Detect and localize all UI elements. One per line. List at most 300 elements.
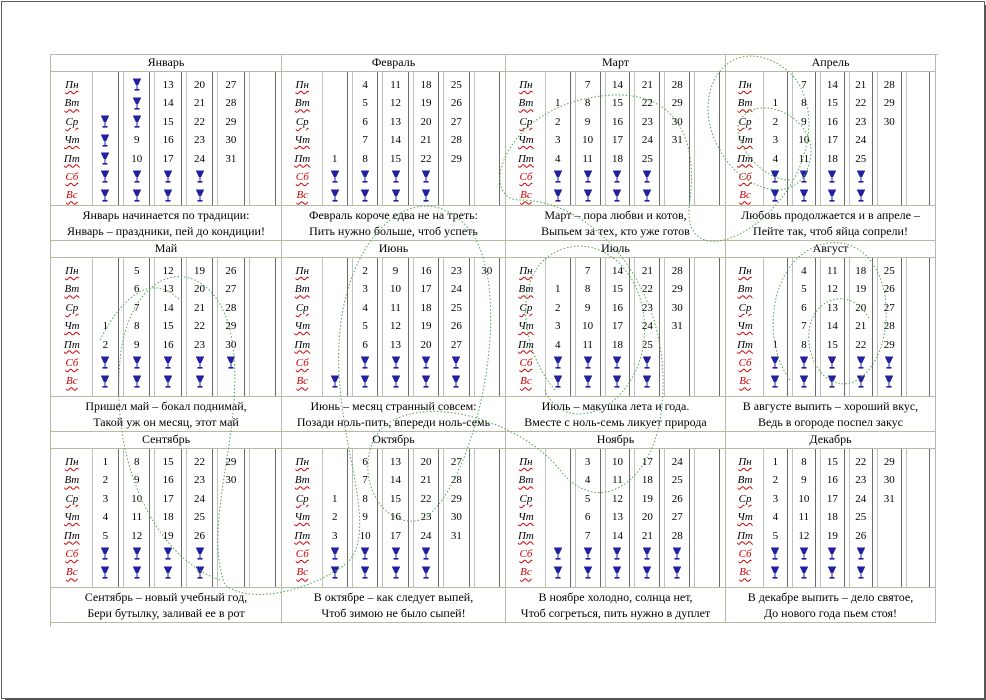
date-number: 7 [584, 79, 591, 91]
month-verse [282, 397, 506, 432]
weekday-column [731, 258, 759, 396]
wine-glass-icon [132, 115, 142, 129]
weekday-label: Сб [519, 548, 533, 560]
wine-glass-icon [827, 547, 837, 561]
weekday-column [287, 449, 318, 587]
wine-glass-icon [100, 566, 110, 580]
week-column [906, 258, 930, 396]
week-column [906, 449, 930, 587]
verse-line: Бери бутылку, заливай ее в рот [87, 606, 245, 620]
verse-line: Позади ноль-пить, впереди ноль-семь [296, 415, 491, 429]
wine-glass-icon [827, 566, 837, 580]
date-number: 24 [855, 492, 867, 505]
date-number: 26 [225, 265, 237, 277]
weekday-label: Вт [294, 474, 310, 487]
weekday-label: Ср [738, 115, 752, 128]
date-number: 4 [102, 511, 109, 524]
wine-glass-icon [330, 170, 340, 184]
date-number: 15 [826, 338, 838, 351]
wine-glass-icon [672, 547, 682, 561]
weekday-label: Вт [294, 97, 310, 110]
date-number: 25 [194, 511, 206, 524]
date-number: 11 [582, 338, 593, 351]
date-number: 10 [131, 152, 143, 165]
weekday-label: Пт [517, 338, 534, 351]
date-number: 7 [584, 265, 591, 277]
week-column [443, 258, 469, 396]
wine-glass-icon [799, 547, 809, 561]
date-number: 8 [801, 97, 807, 110]
week-column [352, 449, 378, 587]
date-number: 16 [390, 511, 402, 524]
date-number: 24 [641, 134, 653, 147]
wine-glass-icon [391, 566, 401, 580]
date-number: 23 [855, 115, 867, 128]
week-column [849, 258, 873, 396]
week-column [877, 449, 901, 587]
weekday-label: Вс [739, 375, 751, 388]
wine-glass-icon [642, 356, 652, 370]
week-column [634, 449, 660, 587]
date-number: 9 [801, 474, 807, 487]
date-number: 29 [450, 152, 462, 165]
date-number: 14 [611, 529, 623, 542]
weekday-label: Вс [520, 375, 532, 388]
week-column [792, 258, 816, 396]
date-number: 8 [801, 456, 807, 468]
date-number: 18 [162, 511, 174, 524]
week-column [249, 72, 276, 205]
date-number: 8 [584, 97, 591, 110]
weekday-label: Пн [519, 79, 533, 91]
date-number: 11 [798, 511, 810, 524]
week-column [605, 72, 631, 205]
week-column [605, 258, 631, 396]
date-number: 28 [450, 134, 462, 147]
date-number: 24 [855, 134, 867, 147]
week-column [186, 72, 213, 205]
date-number: 17 [641, 456, 653, 468]
weekday-label: Сб [738, 357, 752, 369]
month-verse [282, 588, 506, 623]
date-number: 20 [420, 456, 432, 468]
wine-glass-icon [391, 375, 401, 389]
month-days-table [506, 72, 726, 206]
wine-glass-icon [799, 566, 809, 580]
wine-glass-icon [451, 356, 461, 370]
week-column [443, 72, 469, 205]
date-number: 30 [671, 301, 683, 314]
wine-glass-icon [360, 566, 370, 580]
date-number: 15 [826, 456, 838, 468]
date-number: 22 [855, 338, 867, 351]
wine-glass-icon [827, 356, 837, 370]
wine-glass-icon [827, 170, 837, 184]
wine-glass-icon [583, 566, 593, 580]
wine-glass-icon [672, 566, 682, 580]
wine-glass-icon [421, 547, 431, 561]
date-number: 23 [855, 474, 867, 487]
date-number: 27 [225, 283, 237, 296]
date-number: 22 [641, 97, 653, 110]
wine-glass-icon [612, 375, 622, 389]
date-number: 8 [134, 456, 140, 468]
weekday-column [287, 72, 318, 205]
week-column [249, 258, 276, 396]
week-column [413, 258, 439, 396]
date-number: 27 [883, 301, 895, 314]
date-number: 19 [641, 492, 653, 505]
date-number: 21 [641, 79, 653, 91]
date-number: 24 [194, 492, 206, 505]
wine-glass-icon [195, 566, 205, 580]
verse-line: Июнь – месяц странный совсем: [310, 399, 477, 413]
wine-glass-icon [553, 547, 563, 561]
weekday-label: Вт [64, 97, 80, 110]
weekday-label: Сб [65, 357, 79, 369]
week-column [382, 258, 408, 396]
date-number: 14 [826, 320, 838, 333]
date-number: 19 [855, 283, 867, 296]
date-number: 3 [331, 529, 338, 542]
week-column [217, 258, 244, 396]
week-column [92, 449, 119, 587]
weekday-label: Чт [518, 511, 534, 524]
weekday-column [287, 258, 318, 396]
date-number: 30 [450, 511, 462, 524]
date-number: 31 [450, 529, 462, 542]
month-verse [506, 588, 726, 623]
date-number: 29 [883, 97, 895, 110]
wine-glass-icon [360, 547, 370, 561]
wine-glass-icon [195, 356, 205, 370]
week-column [575, 258, 601, 396]
week-column [763, 72, 787, 205]
date-number: 23 [194, 338, 206, 351]
verse-line: Выпьем за тех, кто уже готов [541, 224, 690, 238]
verse-line: Январь начинается по традиции: [82, 208, 250, 222]
date-number: 10 [798, 134, 810, 147]
week-column [186, 449, 213, 587]
date-number: 9 [134, 338, 140, 351]
week-column [474, 258, 500, 396]
weekday-label: Вс [296, 566, 309, 579]
week-column [123, 72, 150, 205]
weekday-label: Вс [296, 375, 309, 388]
weekday-label: Пт [517, 152, 534, 165]
date-number: 18 [611, 338, 623, 351]
wine-glass-icon [100, 375, 110, 389]
wine-glass-icon [100, 189, 110, 203]
date-number: 1 [772, 456, 779, 468]
wine-glass-icon [884, 375, 894, 389]
verse-line: Пейте так, чтоб яйца сопрели! [753, 224, 908, 238]
week-column [820, 72, 844, 205]
wine-glass-icon [770, 189, 780, 203]
wine-glass-icon [827, 375, 837, 389]
date-number: 16 [611, 301, 623, 314]
month-verse [506, 206, 726, 241]
week-column [694, 258, 720, 396]
week-column [186, 258, 213, 396]
wine-glass-icon [360, 170, 370, 184]
date-number: 13 [390, 115, 402, 128]
date-number: 8 [801, 338, 807, 351]
week-column [605, 449, 631, 587]
weekday-label: Вт [518, 97, 534, 110]
date-number: 8 [362, 492, 368, 505]
week-column [664, 449, 690, 587]
date-number: 19 [420, 97, 432, 110]
week-column [413, 72, 439, 205]
date-number: 15 [162, 115, 174, 128]
date-number: 29 [450, 492, 462, 505]
weekday-label: Сб [519, 171, 533, 183]
month-name: Декабрь [726, 432, 936, 449]
wine-glass-icon [770, 170, 780, 184]
wine-glass-icon [799, 189, 809, 203]
date-number: 27 [450, 456, 462, 468]
wine-glass-icon [612, 170, 622, 184]
date-number: 10 [798, 492, 810, 505]
date-number: 28 [883, 79, 895, 91]
date-number: 6 [362, 456, 368, 468]
date-number: 9 [362, 511, 368, 524]
date-number: 16 [826, 115, 838, 128]
week-column [877, 258, 901, 396]
week-column [123, 258, 150, 396]
date-number: 9 [584, 115, 591, 128]
wine-glass-icon [856, 356, 866, 370]
weekday-label: Чт [294, 134, 311, 147]
weekday-label: Чт [294, 320, 311, 333]
week-column [322, 449, 348, 587]
date-number: 21 [194, 301, 206, 314]
verse-line: Март – пора любви и котов, [544, 208, 687, 222]
date-number: 8 [584, 283, 591, 296]
date-number: 7 [801, 79, 807, 91]
weekday-label: Вс [66, 566, 78, 579]
date-number: 25 [450, 301, 462, 314]
weekday-label: Ср [738, 301, 752, 314]
date-number: 1 [102, 456, 109, 468]
date-number: 22 [194, 115, 206, 128]
weekday-label: Вт [294, 283, 310, 296]
month-days-table [282, 72, 506, 206]
wine-glass-icon [642, 566, 652, 580]
date-number: 2 [772, 474, 779, 487]
date-number: 17 [390, 529, 402, 542]
date-number: 18 [855, 265, 867, 277]
date-number: 19 [420, 320, 432, 333]
date-number: 4 [362, 79, 368, 91]
wine-glass-icon [100, 547, 110, 561]
month-name: Ноябрь [506, 432, 726, 449]
wine-glass-icon [360, 189, 370, 203]
wine-glass-icon [856, 170, 866, 184]
date-number: 2 [331, 511, 338, 524]
verse-line: В декабре выпить – дело святое, [747, 590, 914, 604]
wine-glass-icon [421, 356, 431, 370]
date-number: 5 [584, 492, 591, 505]
month-days-table [506, 258, 726, 397]
wine-glass-icon [770, 566, 780, 580]
weekday-label: Пн [65, 79, 79, 91]
weekday-label: Ср [519, 115, 533, 128]
weekday-label: Ср [519, 492, 533, 505]
date-number: 1 [331, 152, 338, 165]
wine-glass-icon [132, 566, 142, 580]
week-column [763, 449, 787, 587]
verse-line: Июль – макушка лета и года. [541, 399, 690, 413]
verse-line: Пришел май – бокал поднимай, [85, 399, 247, 413]
verse-line: В ноябре холодно, солнца нет, [538, 590, 693, 604]
verse-line: Такой уж он месяц, этот май [93, 415, 239, 429]
date-number: 22 [420, 492, 432, 505]
date-number: 2 [772, 115, 779, 128]
date-number: 27 [450, 338, 462, 351]
date-number: 6 [584, 511, 591, 524]
month-days-table [282, 449, 506, 588]
date-number: 12 [826, 283, 838, 296]
date-number: 23 [194, 134, 206, 147]
verse-line: Чтоб зимою не было сыпей! [321, 606, 466, 620]
date-number: 28 [671, 529, 683, 542]
month-verse [726, 588, 936, 623]
date-number: 22 [641, 283, 653, 296]
date-number: 23 [641, 301, 653, 314]
weekday-label: Сб [295, 357, 309, 369]
date-number: 12 [390, 97, 402, 110]
weekday-label: Вт [64, 474, 80, 487]
week-column [154, 258, 181, 396]
weekday-label: Чт [64, 511, 80, 524]
wine-glass-icon [612, 356, 622, 370]
weekday-column [511, 258, 541, 396]
week-column [249, 449, 276, 587]
date-number: 29 [225, 115, 237, 128]
date-number: 28 [225, 301, 237, 314]
date-number: 17 [611, 134, 623, 147]
date-number: 18 [420, 79, 432, 91]
weekday-label: Вс [66, 375, 78, 388]
date-number: 28 [450, 474, 462, 487]
date-number: 29 [883, 338, 895, 351]
date-number: 11 [131, 511, 143, 524]
weekday-label: Пт [737, 529, 753, 542]
date-number: 18 [611, 152, 623, 165]
verse-line: Январь – праздники, пей до кондиции! [67, 224, 265, 238]
date-number: 29 [883, 456, 895, 468]
month-name: Октябрь [282, 432, 506, 449]
date-number: 15 [390, 152, 402, 165]
date-number: 11 [798, 152, 810, 165]
month-verse [51, 588, 282, 623]
date-number: 31 [671, 320, 683, 333]
verse-line: В августе выпить – хороший вкус, [742, 399, 919, 413]
weekday-label: Пт [737, 152, 753, 165]
wine-glass-icon [132, 356, 142, 370]
wine-glass-icon [612, 566, 622, 580]
date-number: 10 [582, 320, 594, 333]
date-number: 24 [194, 152, 206, 165]
date-number: 7 [134, 301, 140, 314]
date-number: 30 [883, 115, 895, 128]
week-column [820, 258, 844, 396]
weekday-column [56, 72, 88, 205]
weekday-label: Сб [738, 171, 752, 183]
wine-glass-icon [360, 375, 370, 389]
date-number: 18 [420, 301, 432, 314]
month-name: Февраль [282, 55, 506, 72]
date-number: 7 [801, 320, 807, 333]
date-number: 26 [671, 492, 683, 505]
date-number: 15 [611, 97, 623, 110]
wine-glass-icon [391, 189, 401, 203]
week-column [92, 72, 119, 205]
verse-line: Вместе с ноль-семь ликует природа [524, 415, 707, 429]
weekday-column [731, 449, 759, 587]
wine-glass-icon [132, 189, 142, 203]
wine-glass-icon [100, 115, 110, 129]
weekday-label: Вт [64, 283, 80, 296]
weekday-label: Пт [63, 529, 80, 542]
date-number: 24 [450, 283, 462, 296]
weekday-label: Чт [518, 134, 534, 147]
date-number: 1 [555, 97, 561, 110]
weekday-label: Пн [738, 79, 752, 91]
date-number: 5 [134, 265, 140, 277]
month-name: Март [506, 55, 726, 72]
wine-glass-icon [642, 547, 652, 561]
week-column [792, 72, 816, 205]
date-number: 17 [826, 492, 838, 505]
date-number: 13 [390, 456, 402, 468]
wine-glass-icon [856, 566, 866, 580]
weekday-label: Ср [519, 301, 533, 314]
wine-glass-icon [583, 170, 593, 184]
date-number: 13 [162, 79, 174, 91]
date-number: 29 [225, 456, 237, 468]
date-number: 14 [611, 79, 623, 91]
weekday-label: Пн [295, 456, 309, 468]
weekday-label: Вс [66, 189, 78, 202]
date-number: 4 [772, 152, 779, 165]
date-number: 4 [584, 474, 591, 487]
weekday-label: Пт [294, 529, 311, 542]
date-number: 28 [671, 265, 683, 277]
date-number: 27 [225, 79, 237, 91]
date-number: 25 [671, 474, 683, 487]
date-number: 15 [611, 283, 623, 296]
date-number: 19 [162, 529, 174, 542]
weekday-label: Сб [65, 548, 79, 560]
weekday-label: Чт [294, 511, 311, 524]
date-number: 10 [582, 134, 594, 147]
date-number: 10 [131, 492, 143, 505]
month-days-table [282, 258, 506, 397]
verse-line: Чтоб согреться, пить нужно в дуплет [520, 606, 711, 620]
weekday-label: Чт [64, 134, 80, 147]
wine-glass-icon [100, 356, 110, 370]
date-number: 20 [420, 338, 432, 351]
wine-glass-icon [553, 356, 563, 370]
wine-glass-icon [827, 189, 837, 203]
date-number: 24 [671, 456, 683, 468]
date-number: 4 [555, 152, 561, 165]
date-number: 31 [883, 492, 895, 505]
month-days-table [51, 72, 282, 206]
